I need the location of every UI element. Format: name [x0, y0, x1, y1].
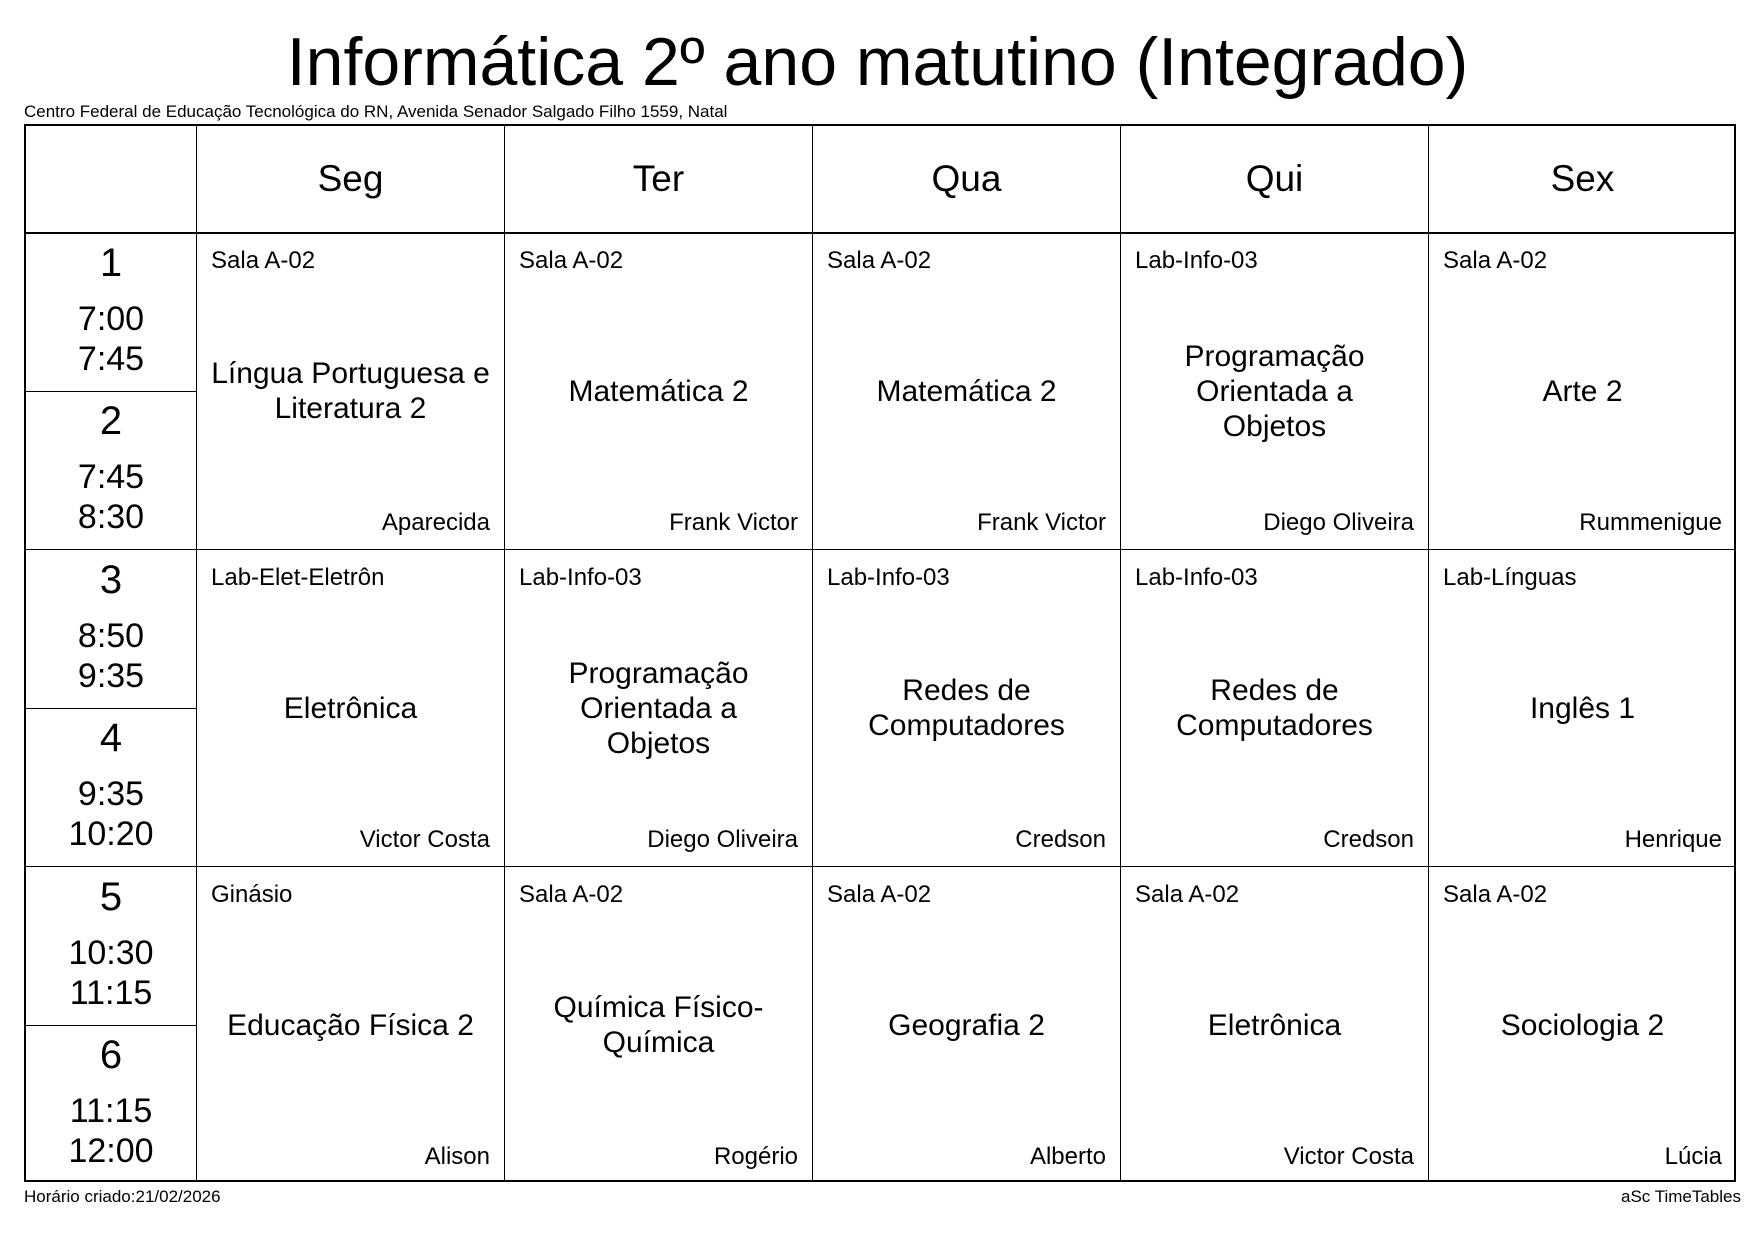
- lesson-subject: Química Físico-Química: [553, 991, 764, 1059]
- lesson-teacher: Alison: [424, 1143, 490, 1170]
- period-end: 12:00: [68, 1132, 154, 1170]
- period-number: 2: [99, 399, 123, 443]
- lesson-cell[interactable]: [197, 867, 504, 1183]
- lesson-teacher: Diego Oliveira: [1263, 509, 1414, 536]
- lesson-room: Sala A-02: [211, 247, 316, 274]
- period-start: 8:50: [77, 617, 145, 655]
- day-header: Seg: [317, 158, 384, 199]
- day-header: Qua: [931, 158, 1002, 199]
- lesson-cell[interactable]: [1429, 867, 1736, 1183]
- page-title: Informática 2º ano matutino (Integrado): [286, 24, 1469, 100]
- lesson-teacher: Henrique: [1624, 826, 1722, 853]
- period-cell: [26, 708, 196, 866]
- period-end: 9:35: [77, 657, 145, 695]
- period-start: 9:35: [77, 775, 145, 813]
- lesson-cell[interactable]: [813, 233, 1120, 549]
- lesson-room: Sala A-02: [827, 247, 932, 274]
- lesson-room: Lab-Info-03: [1135, 564, 1258, 591]
- lesson-cell[interactable]: [1121, 550, 1428, 866]
- lesson-subject: Inglês 1: [1529, 691, 1636, 725]
- lesson-subject: Eletrônica: [283, 691, 418, 725]
- lesson-subject: Educação Física 2: [227, 1008, 474, 1042]
- lesson-subject: Programação Orientada a Objetos: [1184, 339, 1365, 443]
- lesson-room: Sala A-02: [1135, 881, 1240, 908]
- period-end: 8:30: [77, 498, 145, 536]
- period-start: 10:30: [68, 934, 154, 972]
- lesson-room: Sala A-02: [519, 881, 624, 908]
- day-header: Qui: [1245, 158, 1304, 199]
- lesson-cell[interactable]: [505, 550, 812, 866]
- period-time: [26, 933, 196, 1013]
- period-cell: [26, 1025, 196, 1183]
- period-end: 7:45: [77, 340, 145, 378]
- lesson-subject: Matemática 2: [876, 374, 1057, 408]
- lesson-subject: Geografia 2: [888, 1008, 1045, 1042]
- lesson-teacher: Aparecida: [381, 509, 490, 536]
- period-number: 6: [99, 1033, 123, 1077]
- lesson-subject: Programação Orientada a Objetos: [568, 656, 749, 760]
- lesson-teacher: Victor Costa: [1283, 1143, 1414, 1170]
- lesson-cell[interactable]: [813, 867, 1120, 1183]
- lesson-subject: Eletrônica: [1207, 1008, 1342, 1042]
- lesson-room: Sala A-02: [1443, 881, 1548, 908]
- created-date: Horário criado:21/02/2026: [24, 1187, 221, 1206]
- lesson-cell[interactable]: [197, 550, 504, 866]
- school-address: Centro Federal de Educação Tecnológica do RN, Avenida Senador Salgado Filho 1559, Natal: [24, 102, 728, 121]
- period-cell: [26, 391, 196, 549]
- lesson-subject: Redes de Computadores: [1176, 674, 1373, 742]
- lesson-cell[interactable]: [1121, 233, 1428, 549]
- lesson-cell[interactable]: [505, 867, 812, 1183]
- lesson-room: Lab-Elet-Eletrôn: [211, 564, 385, 591]
- lesson-room: Lab-Info-03: [1135, 247, 1258, 274]
- period-number: 4: [99, 716, 123, 760]
- lesson-teacher: Victor Costa: [359, 826, 490, 853]
- lesson-teacher: Rummenigue: [1579, 509, 1722, 536]
- lesson-cell[interactable]: [505, 233, 812, 549]
- lesson-teacher: Credson: [1323, 826, 1414, 853]
- software-credit: aSc TimeTables: [1621, 1187, 1741, 1206]
- lesson-room: Sala A-02: [827, 881, 932, 908]
- day-header: Ter: [632, 158, 685, 199]
- period-time: [26, 457, 196, 537]
- lesson-room: Lab-Línguas: [1443, 564, 1577, 591]
- period-time: [26, 616, 196, 696]
- timetable-grid: [24, 124, 1736, 1182]
- lesson-subject: Arte 2: [1542, 374, 1623, 408]
- period-start: 7:00: [77, 300, 145, 338]
- period-time: [26, 299, 196, 379]
- lesson-room: Lab-Info-03: [827, 564, 950, 591]
- period-end: 10:20: [68, 815, 154, 853]
- period-time: [26, 774, 196, 854]
- lesson-subject: Língua Portuguesa e Literatura 2: [211, 357, 490, 425]
- lesson-teacher: Rogério: [713, 1143, 798, 1170]
- period-start: 11:15: [69, 1092, 153, 1130]
- lesson-cell[interactable]: [197, 233, 504, 549]
- period-number: 3: [99, 558, 123, 602]
- lesson-room: Ginásio: [211, 881, 293, 908]
- period-number: 1: [99, 241, 123, 285]
- lesson-cell[interactable]: [1429, 550, 1736, 866]
- period-time: [26, 1091, 196, 1171]
- period-cell: [26, 233, 196, 391]
- period-cell: [26, 550, 196, 708]
- lesson-teacher: Lúcia: [1664, 1143, 1722, 1170]
- lesson-cell[interactable]: [1429, 233, 1736, 549]
- period-end: 11:15: [69, 974, 153, 1012]
- period-number: 5: [99, 875, 123, 919]
- lesson-cell[interactable]: [813, 550, 1120, 866]
- lesson-room: Sala A-02: [1443, 247, 1548, 274]
- lesson-teacher: Frank Victor: [669, 509, 798, 536]
- period-cell: [26, 867, 196, 1025]
- lesson-subject: Sociologia 2: [1500, 1008, 1665, 1042]
- lesson-teacher: Diego Oliveira: [647, 826, 798, 853]
- lesson-teacher: Credson: [1015, 826, 1106, 853]
- lesson-subject: Redes de Computadores: [868, 674, 1065, 742]
- day-header: Sex: [1550, 158, 1615, 199]
- lesson-room: Sala A-02: [519, 247, 624, 274]
- lesson-teacher: Frank Victor: [977, 509, 1106, 536]
- lesson-room: Lab-Info-03: [519, 564, 642, 591]
- lesson-teacher: Alberto: [1029, 1143, 1106, 1170]
- lesson-subject: Matemática 2: [568, 374, 749, 408]
- period-start: 7:45: [77, 458, 145, 496]
- lesson-cell[interactable]: [1121, 867, 1428, 1183]
